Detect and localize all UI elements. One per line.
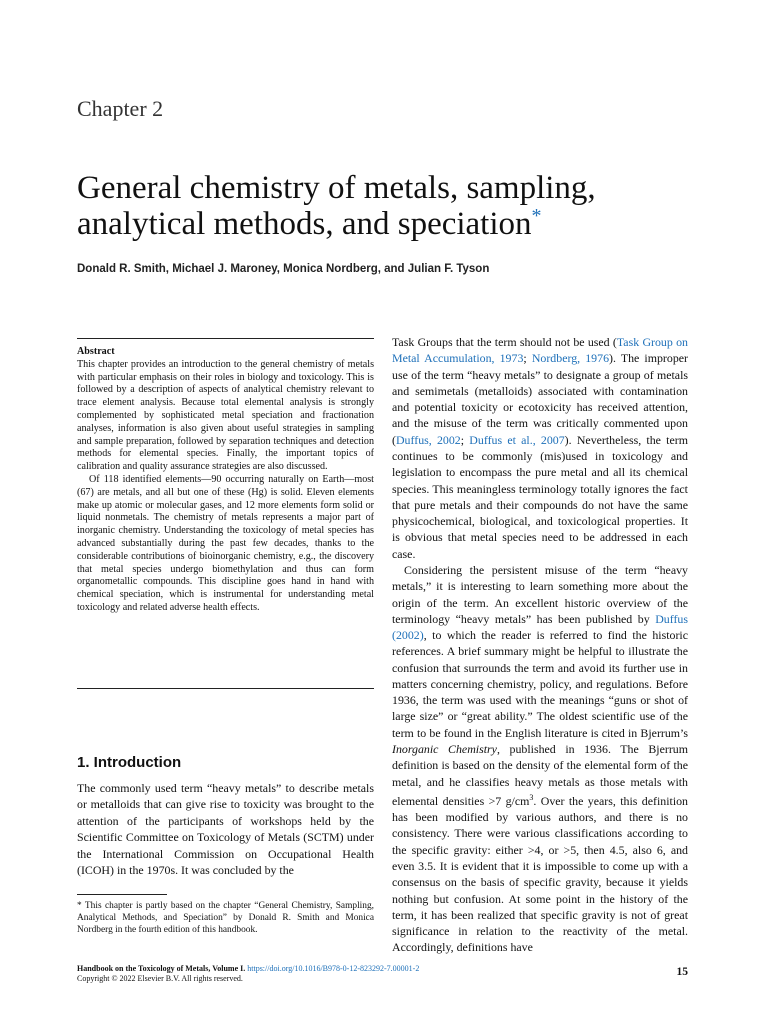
- chapter-title: [77, 170, 697, 242]
- doi-link[interactable]: https://doi.org/10.1016/B978-0-12-823292-7.00001-2: [247, 964, 420, 973]
- abstract-top-rule: [77, 338, 374, 339]
- citation-link-task-group[interactable]: Task Group on Metal Accumulation, 1973: [392, 335, 688, 366]
- journal-name: Handbook on the Toxicology of Metals, Volume I.: [77, 964, 248, 973]
- text-run: Task Groups that the term should not be used (: [392, 335, 617, 349]
- right-paragraph-2: [392, 562, 688, 956]
- citation-link-nordberg-1976[interactable]: Nordberg, 1976: [531, 351, 610, 366]
- copyright-notice: Copyright © 2022 Elsevier B.V. All rights reserved.: [77, 974, 243, 983]
- text-run: . Over the years, this definition has been modified by various authors, and there is no consistency. There were various classifications according to the specific gravity: either >4, or >5, then 4.5, also 6, and even 3.5. It is evident that it is impossible to come up with a consensus on the basis of specific gravity, because it yields nothing but confusion. At some point in the history of the term, it has been realized that specific gravity is not of great significance in relation to the reactivity of the metal. Accordingly, definitions have: [392, 793, 689, 955]
- right-paragraph-1: [392, 334, 688, 562]
- abstract-paragraph-1: This chapter provides an introduction to the general chemistry of metals with particular emphasis on their roles in biology and toxicology. This is followed by a description of aspects of analytical chemistry relevant to trace element analysis. Because total elemental analysis is strongly complemented by sophisticated metal speciation and fractionation analyses, information is also given about useful strategies in sampling and sample preparation, followed by separation techniques and detection methods for elemental species. Finally, the important topics of calibration and quality assurance strategies are also discussed.: [77, 358, 374, 473]
- text-run: ;: [523, 351, 532, 366]
- section-heading-introduction: 1. Introduction: [77, 754, 182, 771]
- text-run: , to which the reader is referred to find the historic references. A brief summary might be helpful to illustrate the confusion that surrounds the term and avoid its further use in matters concerning chemistry, policy, and regulations. Before 1936, the term was used with the meanings “guns or shot of large size” or “great ability.” The oldest scientific use of the term to be found in the English literature is cited in Bjerrum’s: [392, 628, 688, 740]
- author-list: Donald R. Smith, Michael J. Maroney, Monica Nordberg, and Julian F. Tyson: [77, 263, 490, 275]
- abstract-paragraph-2: Of 118 identified elements—90 occurring naturally on Earth—most (67) are metals, and all but one of these (Hg) is solid. Eleven elements make up atomic or molecular gases, and 12 more elements form solid or liquid nonmetals. The chemistry of metals represents a major part of inorganic chemistry. Understanding the toxicology of metal species has advanced substantially during the past few decades, thanks to the considerable contributions of bioinorganic chemistry, e.g., the discovery that metal species undergo biomethylation and thus can form organometallic compounds. This discipline goes hand in hand with chemical speciation, which is instrumental for understanding metal toxicology and related adverse health effects.: [77, 473, 374, 613]
- citation-link-duffus-2007[interactable]: Duffus et al., 2007: [469, 432, 565, 447]
- right-column: [392, 334, 688, 956]
- citation-link-duffus-2002[interactable]: Duffus, 2002: [395, 432, 461, 447]
- text-run: ). The improper use of the term “heavy metals” to designate a group of metals and semimetals (metalloids) associated with contamination and potential toxicity or ecotoxicity has received attention, and the misuse of the term was critically commented upon (: [392, 351, 689, 447]
- footnote-rule: [77, 894, 167, 895]
- abstract-bottom-rule: [77, 688, 374, 689]
- text-run: ;: [460, 432, 470, 447]
- text-run: ). Nevertheless, the term continues to be commonly (mis)used in toxicology and legislation to encompass the pure metal and all its chemical species. This meaningless terminology totally ignores the fact that pure metals and their compounds do not have the same physicochemical, biological, and toxicological properties. It is obvious that metal species need to be addressed in each case.: [392, 432, 688, 561]
- footnote: * This chapter is partly based on the chapter “General Chemistry, Sampling, Analytical Methods, and Speciation” by Donald R. Smith and Monica Nordberg in the fourth edition of this handbook.: [77, 901, 374, 935]
- chapter-label: Chapter 2: [77, 96, 164, 121]
- citation-link-duffus-2002-b[interactable]: Duffus (2002): [392, 611, 688, 643]
- text-run: Considering the persistent misuse of the term “heavy metals,” it is interesting to learn something more about the origin of the term. An excellent historic overview of the terminology “heavy metals” has been published by: [392, 562, 688, 626]
- introduction-paragraph: The commonly used term “heavy metals” to describe metals or metalloids that can give rise to toxicity was brought to the attention of the participants of workshops held by the Scientific Committee on Toxicology of Metals (SCTM) under the International Commission on Occupational Health (ICOH) in the 1970s. It was concluded by the: [77, 781, 374, 878]
- title-footnote-mark[interactable]: *: [531, 205, 542, 227]
- text-run: , published in 1936. The Bjerrum definition is based on the density of the elemental form of the metal, and he classifies heavy metals as those metals with elemental densities >7 g/cm: [392, 742, 688, 808]
- book-title: Inorganic Chemistry: [392, 742, 497, 757]
- abstract-heading: Abstract: [77, 346, 115, 357]
- abstract-block: [77, 346, 374, 615]
- chapter-title-text: General chemistry of metals, sampling, analytical methods, and speciation: [77, 170, 596, 242]
- page-number: 15: [676, 966, 688, 978]
- superscript-3: 3: [529, 792, 534, 802]
- journal-citation: [77, 964, 419, 973]
